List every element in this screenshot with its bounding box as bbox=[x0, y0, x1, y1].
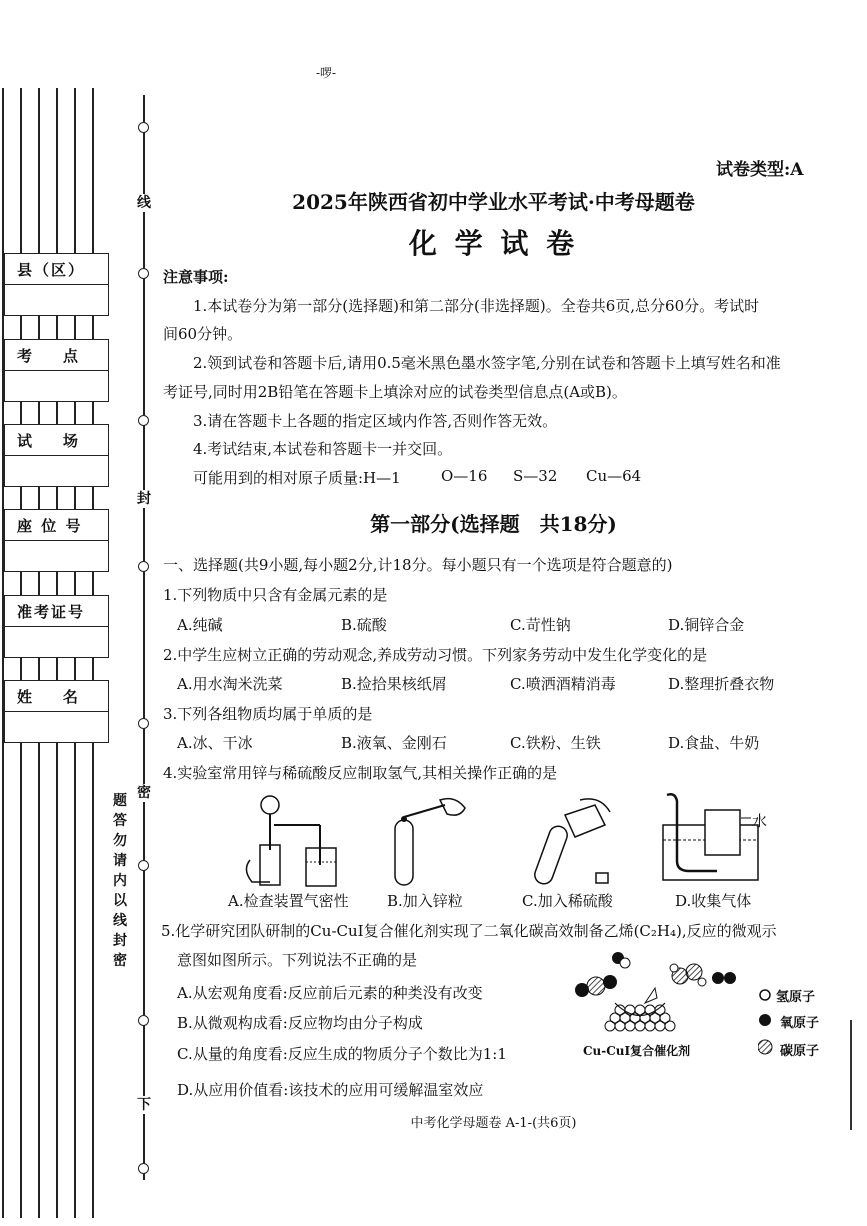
catalyst-label: Cu-CuI复合催化剂 bbox=[583, 1044, 691, 1058]
notice-item: 3.请在答题卡上各题的指定区域内作答,否则作答无效。 bbox=[193, 412, 558, 430]
q4-option-a[interactable]: A.检查装置气密性 bbox=[228, 892, 349, 910]
q3-option-b[interactable]: B.液氧、金刚石 bbox=[341, 734, 447, 752]
notice-heading: 注意事项: bbox=[163, 268, 229, 286]
q5-option-b[interactable]: B.从微观构成看:反应物均由分子构成 bbox=[177, 1014, 423, 1032]
gas-collection-figure bbox=[655, 790, 768, 890]
q5-option-c[interactable]: C.从量的角度看:反应生成的物质分子个数比为1:1 bbox=[177, 1045, 507, 1063]
add-acid-figure bbox=[520, 795, 620, 890]
field-name[interactable]: 姓 名 bbox=[4, 680, 109, 743]
question-5-stem-line2: 意图如图所示。下列说法不正确的是 bbox=[177, 951, 418, 969]
atomic-mass-s: S—32 bbox=[513, 467, 558, 485]
legend-carbon: 碳原子 bbox=[780, 1044, 820, 1059]
water-label: 水 bbox=[752, 812, 768, 830]
notice-item: 考证号,同时用2B铅笔在答题卡上填涂对应的试卷类型信息点(A或B)。 bbox=[163, 383, 627, 401]
q2-option-b[interactable]: B.捡拾果核纸屑 bbox=[341, 675, 447, 693]
q1-option-a[interactable]: A.纯碱 bbox=[177, 616, 223, 634]
notice-item: 2.领到试卷和答题卡后,请用0.5毫米黑色墨水签字笔,分别在试卷和答题卡上填写姓名和准 bbox=[193, 354, 781, 372]
q4-option-b[interactable]: B.加入锌粒 bbox=[387, 892, 463, 910]
field-county[interactable]: 县（区） bbox=[4, 253, 109, 316]
binding-char-xia: 下 bbox=[137, 1097, 151, 1113]
page-footer: 中考化学母题卷 A-1-(共6页) bbox=[410, 1116, 577, 1131]
field-exam-site[interactable]: 考 点 bbox=[4, 339, 109, 402]
binding-char-feng: 封 bbox=[137, 491, 151, 507]
legend-hydrogen: 氢原子 bbox=[776, 990, 816, 1005]
q3-option-a[interactable]: A.冰、干冰 bbox=[177, 734, 253, 752]
q3-option-c[interactable]: C.铁粉、生铁 bbox=[510, 734, 601, 752]
question-5-stem-line1: 5.化学研究团队研制的Cu-CuI复合催化剂实现了二氧化碳高效制备乙烯(C₂H₄),反应的微观示 bbox=[161, 922, 777, 940]
q1-option-d[interactable]: D.铜锌合金 bbox=[668, 616, 745, 634]
q1-option-b[interactable]: B.硫酸 bbox=[341, 616, 387, 634]
field-seat-number[interactable]: 座 位 号 bbox=[4, 509, 109, 572]
q2-option-a[interactable]: A.用水淘米洗菜 bbox=[177, 675, 283, 693]
notice-item: 1.本试卷分为第一部分(选择题)和第二部分(非选择题)。全卷共6页,总分60分。考试时 bbox=[193, 297, 760, 315]
q3-option-d[interactable]: D.食盐、牛奶 bbox=[668, 734, 760, 752]
field-exam-room[interactable]: 试 场 bbox=[4, 424, 109, 487]
question-2-stem: 2.中学生应树立正确的劳动观念,养成劳动习惯。下列家务劳动中发生化学变化的是 bbox=[163, 646, 708, 664]
airtightness-check-figure bbox=[230, 790, 340, 890]
reaction-microscopic-diagram bbox=[570, 948, 750, 1043]
q4-option-c[interactable]: C.加入稀硫酸 bbox=[522, 892, 613, 910]
question-4-stem: 4.实验室常用锌与稀硫酸反应制取氢气,其相关操作正确的是 bbox=[163, 764, 558, 782]
binding-char-mi: 密 bbox=[137, 785, 151, 801]
atomic-mass-o: O—16 bbox=[441, 467, 488, 485]
q4-option-d[interactable]: D.收集气体 bbox=[675, 892, 752, 910]
subject-title: 化 学 试 卷 bbox=[408, 227, 579, 260]
atomic-mass-cu: Cu—64 bbox=[586, 467, 642, 485]
q5-option-d[interactable]: D.从应用价值看:该技术的应用可缓解温室效应 bbox=[177, 1081, 484, 1099]
q5-option-a[interactable]: A.从宏观角度看:反应前后元素的种类没有改变 bbox=[177, 984, 483, 1002]
top-mark: -啰- bbox=[316, 66, 337, 80]
binding-char-xian: 线 bbox=[137, 195, 151, 211]
notice-item: 间60分钟。 bbox=[163, 325, 243, 343]
paper-type: 试卷类型:A bbox=[716, 160, 804, 180]
question-3-stem: 3.下列各组物质均属于单质的是 bbox=[163, 705, 373, 723]
part1-title: 第一部分(选择题 共18分) bbox=[370, 512, 617, 536]
exam-title: 2025年陕西省初中学业水平考试·中考母题卷 bbox=[292, 190, 695, 214]
q2-option-d[interactable]: D.整理折叠衣物 bbox=[668, 675, 775, 693]
add-zinc-figure bbox=[385, 795, 475, 890]
q1-option-c[interactable]: C.苛性钠 bbox=[510, 616, 571, 634]
section-intro: 一、选择题(共9小题,每小题2分,计18分。每小题只有一个选项是符合题意的) bbox=[163, 556, 673, 574]
right-edge-line bbox=[850, 1020, 852, 1130]
atomic-mass-h: 可能用到的相对原子质量:H—1 bbox=[193, 469, 401, 487]
q2-option-c[interactable]: C.喷洒酒精消毒 bbox=[510, 675, 616, 693]
question-1-stem: 1.下列物质中只含有金属元素的是 bbox=[163, 586, 388, 604]
notice-item: 4.考试结束,本试卷和答题卡一并交回。 bbox=[193, 440, 453, 458]
binding-warning: 题 答 勿 请 内 以 线 封 密 bbox=[112, 792, 134, 970]
legend-oxygen: 氧原子 bbox=[780, 1016, 820, 1031]
field-admission-number[interactable]: 准考证号 bbox=[4, 595, 109, 658]
